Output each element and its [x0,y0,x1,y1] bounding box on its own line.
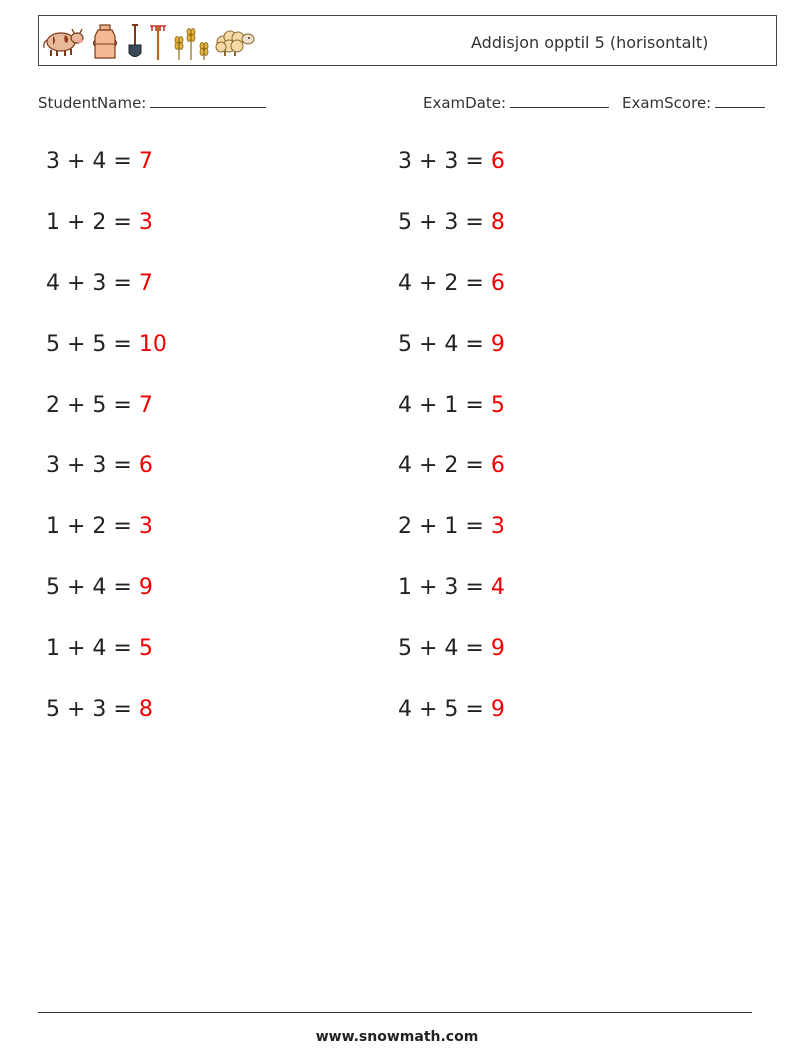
problem-answer: 6 [490,271,505,296]
problem-left-6 [46,453,153,478]
problem-answer: 3 [490,514,505,539]
problem-left-3 [46,271,153,296]
problem-right-3 [398,271,505,296]
student-name-label: StudentName: [38,94,147,112]
problem-question: 4 + 1 = [398,393,491,418]
problem-answer: 5 [490,393,505,418]
problem-answer: 8 [138,697,153,722]
header-icons [41,20,257,64]
problem-question: 1 + 2 = [46,210,139,235]
problem-answer: 6 [138,453,153,478]
problem-question: 1 + 2 = [46,514,139,539]
problem-question: 5 + 4 = [398,332,491,357]
problem-right-1 [398,149,505,174]
problem-question: 3 + 4 = [46,149,139,174]
problem-left-9 [46,636,153,661]
problem-left-8 [46,575,153,600]
problem-right-5 [398,393,505,418]
worksheet-title: Addisjon opptil 5 (horisontalt) [471,33,709,52]
milk-can-icon [87,22,123,62]
problem-answer: 7 [138,149,153,174]
problem-answer: 9 [490,332,505,357]
rake-icon [147,22,169,62]
cow-icon [41,26,85,58]
problem-left-10 [46,697,153,722]
problem-question: 3 + 3 = [46,453,139,478]
problem-question: 5 + 3 = [398,210,491,235]
exam-score-field [622,93,765,112]
problem-answer: 8 [490,210,505,235]
sheep-icon [213,26,257,58]
problem-answer: 5 [138,636,153,661]
problem-answer: 7 [138,393,153,418]
problem-right-4 [398,332,505,357]
shovel-icon [125,22,145,62]
problem-question: 1 + 3 = [398,575,491,600]
exam-score-label: ExamScore: [622,94,712,112]
problem-question: 1 + 4 = [46,636,139,661]
problem-left-7 [46,514,153,539]
problem-answer: 3 [138,210,153,235]
problem-answer: 7 [138,271,153,296]
problem-answer: 4 [490,575,505,600]
problem-answer: 10 [138,332,167,357]
problem-left-4 [46,332,167,357]
problem-answer: 9 [490,636,505,661]
problem-question: 5 + 3 = [46,697,139,722]
problem-right-10 [398,697,505,722]
footer-divider [38,1012,752,1013]
exam-date-field [423,93,609,112]
problem-question: 5 + 5 = [46,332,139,357]
problem-question: 4 + 3 = [46,271,139,296]
problem-right-6 [398,453,505,478]
student-name-line [150,93,266,108]
problem-right-9 [398,636,505,661]
problem-left-2 [46,210,153,235]
problem-left-1 [46,149,153,174]
problem-question: 4 + 2 = [398,271,491,296]
problem-answer: 9 [138,575,153,600]
problem-left-5 [46,393,153,418]
problem-question: 4 + 5 = [398,697,491,722]
problem-question: 5 + 4 = [46,575,139,600]
problem-question: 3 + 3 = [398,149,491,174]
exam-score-line [715,93,765,108]
problem-question: 5 + 4 = [398,636,491,661]
exam-date-line [510,93,609,108]
problem-question: 4 + 2 = [398,453,491,478]
problem-right-2 [398,210,505,235]
student-name-field [38,93,266,112]
problem-right-7 [398,514,505,539]
problem-answer: 3 [138,514,153,539]
problem-answer: 6 [490,149,505,174]
footer-site-link[interactable]: www.snowmath.com [315,1029,479,1045]
problem-question: 2 + 5 = [46,393,139,418]
exam-date-label: ExamDate: [423,94,507,112]
problem-right-8 [398,575,505,600]
header-box [38,15,777,66]
problem-answer: 6 [490,453,505,478]
wheat-icon [171,22,211,62]
problem-answer: 9 [490,697,505,722]
problem-question: 2 + 1 = [398,514,491,539]
